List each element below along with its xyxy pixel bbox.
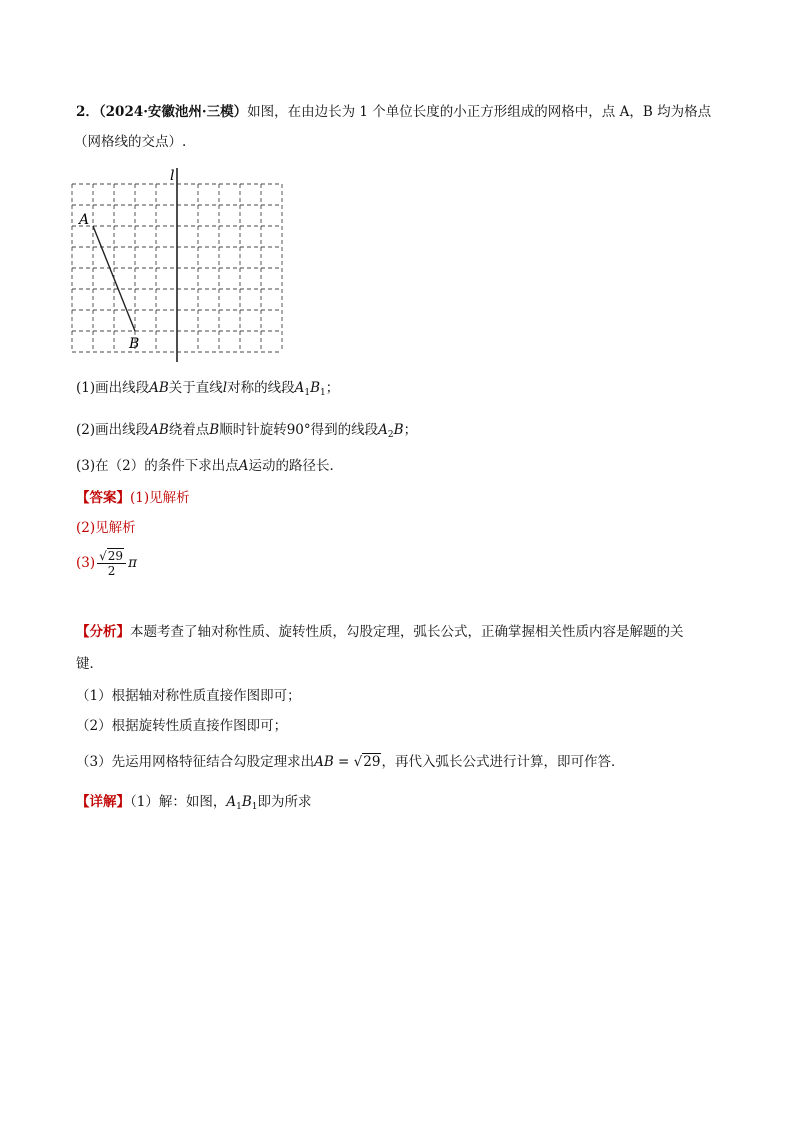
q2-end: ； <box>403 422 418 438</box>
q3-prefix: (3)在（2）的条件下求出点 <box>76 458 239 474</box>
detail-sub2: 1 <box>251 802 258 812</box>
q2-target-b: B <box>393 422 404 438</box>
answer-line-2 <box>76 518 136 538</box>
q1-end: ； <box>325 380 340 396</box>
q1-target-b: B <box>310 380 321 396</box>
point-b-label: B <box>129 336 140 352</box>
answer-3-denominator: 2 <box>107 564 116 578</box>
answer-line-3 <box>76 548 137 578</box>
answer-3-fraction: $\frac{√29}{2}$ <box>97 549 126 578</box>
analysis-step-1 <box>76 686 301 706</box>
analysis-step-2 <box>76 716 287 736</box>
q3-point: A <box>238 458 249 474</box>
question-3 <box>76 456 343 476</box>
question-1 <box>76 378 339 403</box>
answer-3-pi: π <box>128 555 137 571</box>
detail-b: B <box>241 794 252 810</box>
point-a-label: A <box>79 212 90 228</box>
analysis-tag: 【分析】 <box>76 624 130 640</box>
q2-target-a: A <box>378 422 388 438</box>
answer-tag: 【答案】 <box>76 490 130 506</box>
line-l-label: l <box>170 168 175 184</box>
analysis-line-1 <box>76 622 684 642</box>
problem-text-1: 如图，在由边长为 1 个单位长度的小正方形组成的网格中，点 A，B 均为格点 <box>247 104 712 120</box>
detail-sub1: 1 <box>236 802 242 812</box>
q1-suffix: 对称的线段 <box>227 380 295 396</box>
detail-prefix: （1）解：如图， <box>130 794 227 810</box>
detail-tag: 【详解】 <box>76 794 130 810</box>
q2-point: B <box>209 422 220 438</box>
analysis-step-3 <box>76 752 624 772</box>
analysis-step-1-text: （1）根据轴对称性质直接作图即可； <box>76 688 301 704</box>
q1-target-sub1: 1 <box>304 388 311 398</box>
q2-mid2: 顺时针旋转 <box>219 422 287 438</box>
detail-a: A <box>226 794 237 810</box>
q2-mid: 绕着点 <box>168 422 210 438</box>
answer-line-1 <box>76 488 190 508</box>
answer-2: (2)见解析 <box>76 520 136 536</box>
answer-1: (1)见解析 <box>130 490 190 506</box>
q1-mid: 关于直线 <box>168 380 223 396</box>
analysis-text-1: 本题考查了轴对称性质、旋转性质，勾股定理，弧长公式，正确掌握相关性质内容是解题的关 <box>130 624 684 640</box>
q2-seg: AB <box>149 422 169 438</box>
grid-figure <box>60 160 300 370</box>
q3-suffix: 运动的路径长． <box>248 458 343 474</box>
analysis-step-2-text: （2）根据旋转性质直接作图即可； <box>76 718 288 734</box>
analysis-line-2 <box>76 654 103 674</box>
q1-line: l <box>222 380 228 396</box>
detail-suffix: 即为所求 <box>257 794 312 810</box>
analysis-step-3-eq: AB = <box>314 754 354 770</box>
q2-target-sub: 2 <box>387 430 394 440</box>
problem-line-1 <box>76 102 711 122</box>
problem-line-2 <box>74 132 186 152</box>
problem-number: 2． <box>76 104 99 120</box>
q1-prefix: (1)画出线段 <box>76 380 150 396</box>
answer-3-radicand: 29 <box>107 549 124 563</box>
q1-seg: AB <box>149 380 169 396</box>
problem-source: （2024·安徽池州·三模） <box>98 104 248 120</box>
q1-target-sub2: 1 <box>320 388 326 398</box>
detail-line <box>76 792 311 817</box>
q2-suffix: 得到的线段 <box>310 422 379 438</box>
analysis-step-3-suffix: ，再代入弧长公式进行计算，即可作答． <box>381 754 625 770</box>
analysis-step-3-prefix: （3）先运用网格特征结合勾股定理求出 <box>76 754 315 770</box>
q1-target-a: A <box>294 380 305 396</box>
q2-angle: 90° <box>286 422 311 438</box>
q2-prefix: (2)画出线段 <box>76 422 150 438</box>
analysis-step-3-sqrt: √29 <box>353 754 381 770</box>
problem-text-2: （网格线的交点）. <box>74 134 187 150</box>
question-2 <box>76 420 417 445</box>
answer-3-label: (3) <box>76 555 96 571</box>
analysis-step-3-radicand: 29 <box>363 754 381 770</box>
analysis-text-2: 键． <box>76 656 103 672</box>
